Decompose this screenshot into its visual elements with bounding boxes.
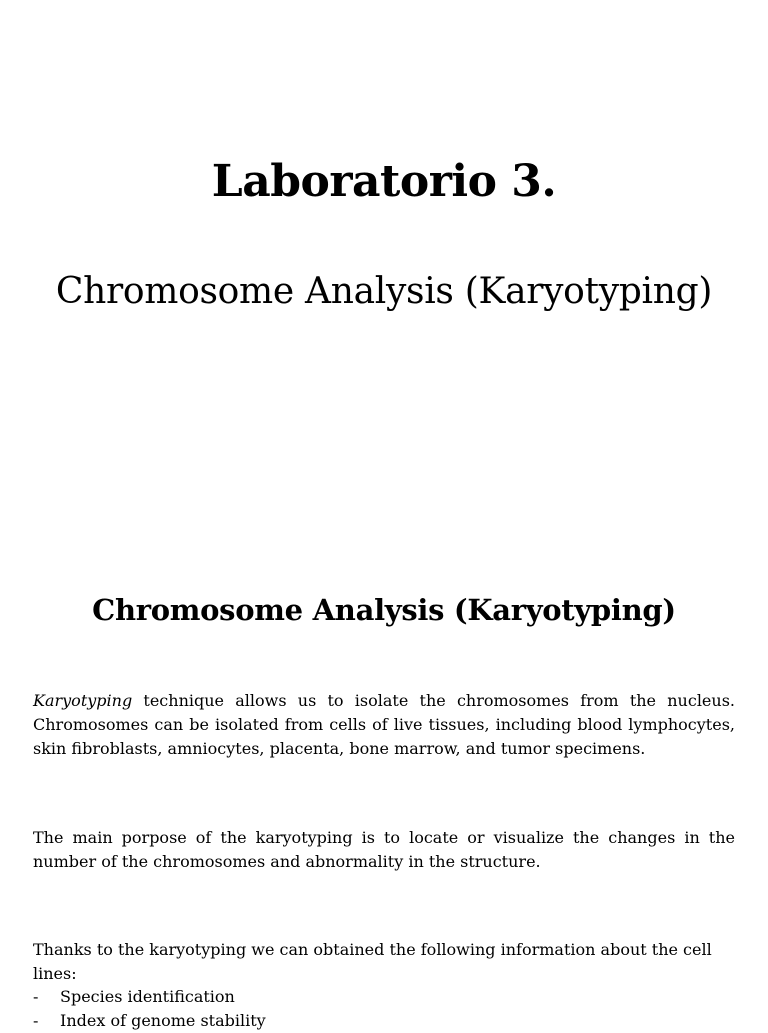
list-item-text: Species identification bbox=[60, 987, 235, 1006]
list-item bbox=[33, 985, 735, 1009]
list-item-text: Index of genome stability bbox=[60, 1011, 266, 1030]
paragraph-intro bbox=[33, 689, 735, 761]
slide-title: Laboratorio 3. bbox=[211, 156, 557, 207]
information-list bbox=[33, 985, 735, 1033]
paragraph-information: Thanks to the karyotyping we can obtained the following information about the cell lines: bbox=[33, 940, 712, 983]
list-bullet: - bbox=[33, 987, 39, 1006]
paragraph-purpose: The main porpose of the karyotyping is to locate or visualize the changes in the number of the chromosomes and abnormality in the structure. bbox=[33, 828, 735, 871]
paragraph-intro-text: technique allows us to isolate the chromosomes from the nucleus. Chromosomes can be isolated from cells of live tissues, including blood lymphocytes, skin fibroblasts, amniocytes, placenta, bone marrow, and tumor specimens. bbox=[33, 691, 735, 758]
list-bullet: - bbox=[33, 1011, 39, 1030]
section-heading: Chromosome Analysis (Karyotyping) bbox=[92, 593, 676, 627]
italic-term: Karyotyping bbox=[33, 691, 133, 710]
list-item bbox=[33, 1009, 735, 1033]
slide-subtitle: Chromosome Analysis (Karyotyping) bbox=[55, 271, 713, 312]
